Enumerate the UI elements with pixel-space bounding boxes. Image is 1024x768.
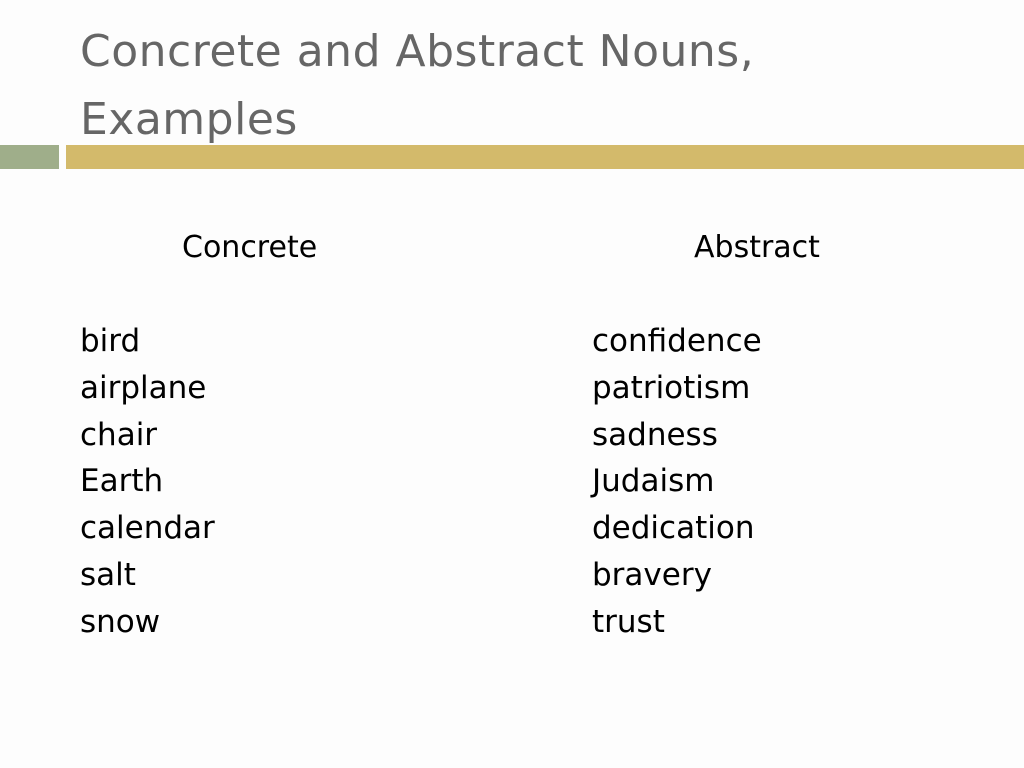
concrete-word: salt xyxy=(80,556,136,593)
accent-bar-green xyxy=(0,145,59,169)
slide-title xyxy=(80,18,980,154)
abstract-word-list xyxy=(592,318,762,646)
concrete-word: calendar xyxy=(80,510,215,547)
concrete-word-list xyxy=(80,318,215,646)
abstract-word: Judaism xyxy=(592,463,715,500)
concrete-word: snow xyxy=(80,603,161,640)
slide-title-line-2: Examples xyxy=(80,94,298,145)
abstract-word: confidence xyxy=(592,323,762,359)
abstract-word: trust xyxy=(592,603,665,640)
abstract-heading: Abstract xyxy=(694,230,820,265)
concrete-heading: Concrete xyxy=(182,230,318,265)
abstract-word: patriotism xyxy=(592,369,751,406)
abstract-word: dedication xyxy=(592,510,755,547)
accent-bar-gold xyxy=(66,145,1024,169)
abstract-word: bravery xyxy=(592,556,712,593)
concrete-word: bird xyxy=(80,323,141,359)
slide-title-line-1: Concrete and Abstract Nouns, xyxy=(80,26,755,77)
concrete-word: airplane xyxy=(80,369,207,406)
abstract-word: sadness xyxy=(592,416,718,453)
concrete-word: chair xyxy=(80,416,158,453)
concrete-word: Earth xyxy=(80,463,164,500)
